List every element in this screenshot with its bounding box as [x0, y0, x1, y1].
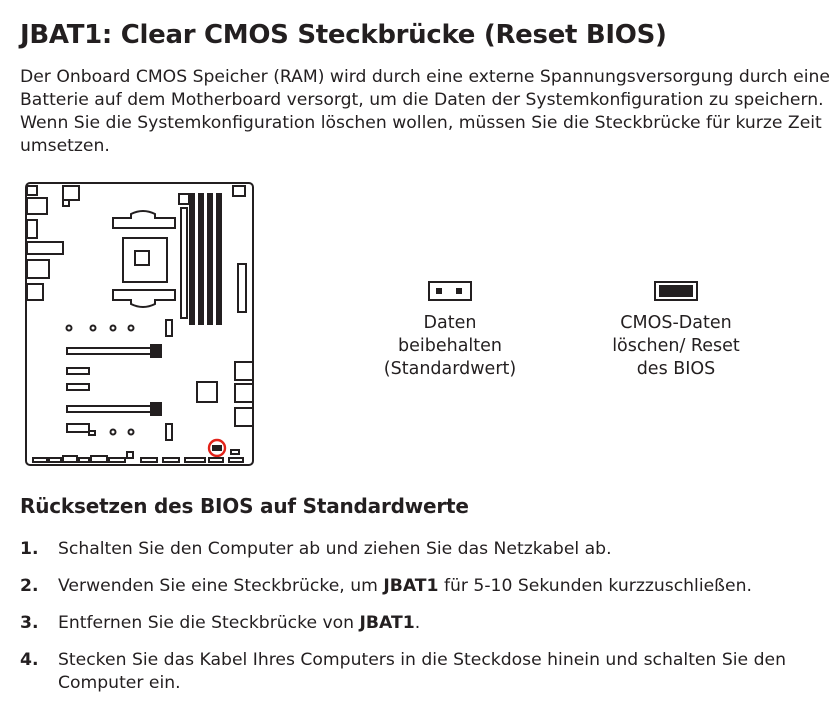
- jumper-closed-label-line: löschen/ Reset: [612, 336, 740, 356]
- step-number: 1.: [20, 539, 39, 559]
- jumper-closed-icon: [653, 280, 699, 302]
- step-text: Verwenden Sie eine Steckbrücke, um: [58, 576, 384, 596]
- step-item: [20, 612, 835, 635]
- step-text: .: [414, 613, 421, 633]
- jumper-open-label-line: beibehalten: [397, 336, 502, 356]
- step-number: 2.: [20, 576, 39, 596]
- jumper-open-icon: [427, 280, 473, 302]
- jumper-name: JBAT1: [359, 613, 415, 633]
- steps-heading: Rücksetzen des BIOS auf Standardwerte: [20, 494, 469, 518]
- jumper-open-label-line: (Standardwert): [383, 359, 517, 379]
- step-item: [20, 538, 835, 561]
- jumper-closed-label-line: des BIOS: [636, 359, 716, 379]
- jumper-name: JBAT1: [383, 576, 439, 596]
- step-text: Stecken Sie das Kabel Ihres Computers in die Steckdose hinein und schalten Sie den Computer ein.: [58, 650, 786, 693]
- jumper-closed-option: [586, 280, 766, 381]
- steps-list: [20, 538, 835, 709]
- jumper-open-option: [364, 280, 536, 381]
- jumper-open-label-line: Daten: [423, 313, 477, 333]
- intro-paragraph: Der Onboard CMOS Speicher (RAM) wird durch eine externe Spannungsversorgung durch eine Batterie auf dem Motherboard versorgt, um die Daten der Systemkonfiguration zu speichern. Wenn Sie die Systemkonfiguration löschen wollen, müssen Sie die Steckbrücke für kurze Zeit umsetzen.: [20, 67, 830, 156]
- step-text: Schalten Sie den Computer ab und ziehen Sie das Netzkabel ab.: [58, 539, 612, 559]
- motherboard-diagram: [25, 182, 255, 468]
- step-item: [20, 575, 835, 598]
- step-number: 3.: [20, 613, 39, 633]
- step-number: 4.: [20, 650, 39, 670]
- step-text: für 5-10 Sekunden kurzzuschließen.: [438, 576, 752, 596]
- jumper-closed-label-line: CMOS-Daten: [620, 313, 732, 333]
- step-text: Entfernen Sie die Steckbrücke von: [58, 613, 360, 633]
- page-title: JBAT1: Clear CMOS Steckbrücke (Reset BIOS): [20, 20, 667, 50]
- step-item: [20, 649, 835, 695]
